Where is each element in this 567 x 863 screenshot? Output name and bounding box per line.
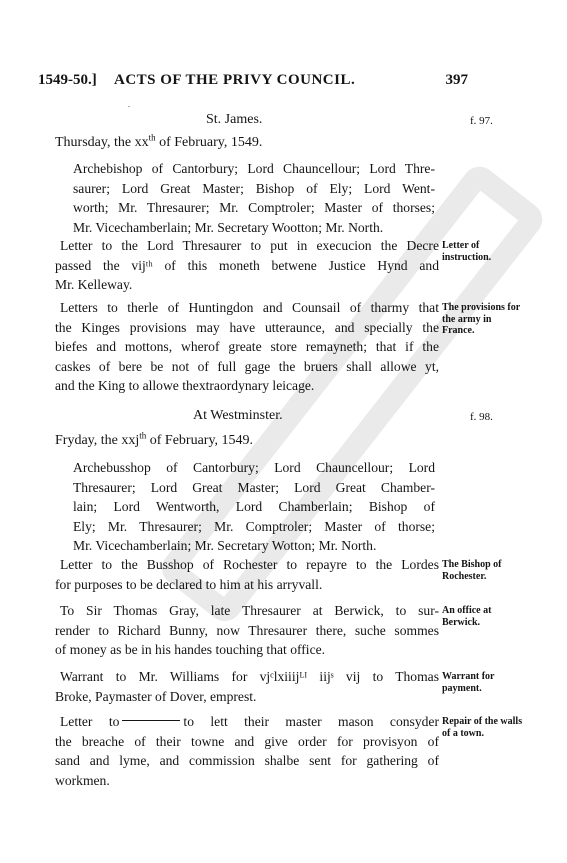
meeting-date: Thursday, the $xx^{th}$ of February, 1549. [55, 132, 263, 150]
margin-note: The Bishop of Rochester. [442, 559, 502, 582]
entry-line: the Kinges provisions may have utteraunce, and specially the [55, 319, 439, 335]
section-place: St. James. [206, 112, 263, 127]
entry-line: Letters to therle of Huntingdon and Counsail of tharmy that [60, 300, 439, 315]
attendance-list [55, 159, 435, 237]
section-place: At Westminster. [193, 408, 283, 423]
attendance-line: Thresaurer; Lord Great Master; Lord Great Chamber- [73, 479, 435, 495]
minute-entry [55, 236, 439, 295]
minute-entry [55, 712, 439, 790]
entry-line: passed the vijᵗʰ of this moneth betwene Justice Hynd and [55, 257, 439, 273]
page-number: 397 [445, 72, 468, 88]
margin-note: Repair of the walls of a town. [442, 716, 523, 739]
minute-entry [55, 601, 439, 660]
running-head-years: 1549-50.] [38, 72, 97, 88]
minute-entry [55, 555, 439, 594]
entry-line: biefes and mottons, wherof greate store remayneth; that if the [55, 339, 439, 354]
entry-line: sand and lyme, and commission shalbe sent for gathering of [55, 753, 439, 768]
entry-line: Warrant to Mr. Williams for vjᶜlxiiijᴸᴵ iijˢ vij to Thomas [60, 669, 439, 684]
margin-note: An office at Berwick. [442, 605, 492, 628]
folio-reference: f. 97. [470, 115, 493, 127]
entry-line: workmen. [55, 772, 110, 788]
entry-line: To Sir Thomas Gray, late Thresaurer at Berwick, to sur- [60, 603, 439, 618]
attendance-list [55, 458, 435, 556]
running-head-title: ACTS OF THE PRIVY COUNCIL. [114, 72, 356, 88]
margin-note: The provisions for the army in France. [442, 302, 520, 336]
entry-line: caskes of bere be not of full gage the bruers shall allowe yt, [55, 358, 439, 374]
entry-line: the breache of their towne and give order for provisyon of [55, 733, 439, 749]
attendance-line: Mr. Vicechamberlain; Mr. Secretary Wootton; Mr. North. [73, 219, 384, 235]
minute-entry [55, 298, 439, 396]
attendance-line: worth; Mr. Thresaurer; Mr. Comptroler; Master of thorses; [73, 200, 435, 215]
margin-note: Warrant for payment. [442, 671, 495, 694]
folio-reference: f. 98. [470, 411, 493, 423]
entry-line: for purposes to be declared to him at his arryvall. [55, 576, 323, 592]
margin-note: Letter of instruction. [442, 240, 492, 263]
entry-line: and the King to allowe thextraordynary leicage. [55, 378, 315, 393]
attendance-line: saurer; Lord Great Master; Bishop of Ely; Lord Went- [73, 180, 435, 196]
entry-line: Broke, Paymaster of Dover, emprest. [55, 688, 257, 704]
attendance-line: Mr. Vicechamberlain; Mr. Secretary Wotton; Mr. North. [73, 538, 377, 553]
attendance-line: Archebishop of Cantorbury; Lord Chauncellour; Lord Thre- [73, 161, 435, 176]
entry-line: Letter to to lett their master mason consyder [60, 714, 439, 729]
blank-name-line [122, 720, 180, 721]
attendance-line: Archebusshop of Cantorbury; Lord Chauncellour; Lord [73, 460, 435, 475]
running-head [38, 72, 498, 92]
entry-line: of money as be in his handes touching that office. [55, 642, 326, 657]
entry-line: Letter to the Lord Thresaurer to put in execucion the Decre [60, 238, 439, 253]
entry-line: Mr. Kelleway. [55, 277, 133, 292]
meeting-date: Fryday, the xxj$^{th}$ of February, 1549. [55, 430, 254, 448]
attendance-line: Ely; Mr. Thresaurer; Mr. Comptroler; Master of thorse; [73, 518, 435, 534]
attendance-line: lain; Lord Wentworth, Lord Chamberlain; Bishop of [73, 499, 435, 514]
printer-dot: . [128, 100, 130, 109]
entry-line: render to Richard Bunny, now Thresaurer there, suche sommes [55, 622, 439, 638]
entry-line: Letter to the Busshop of Rochester to repayre to the Lordes [60, 557, 439, 572]
minute-entry [55, 667, 439, 706]
